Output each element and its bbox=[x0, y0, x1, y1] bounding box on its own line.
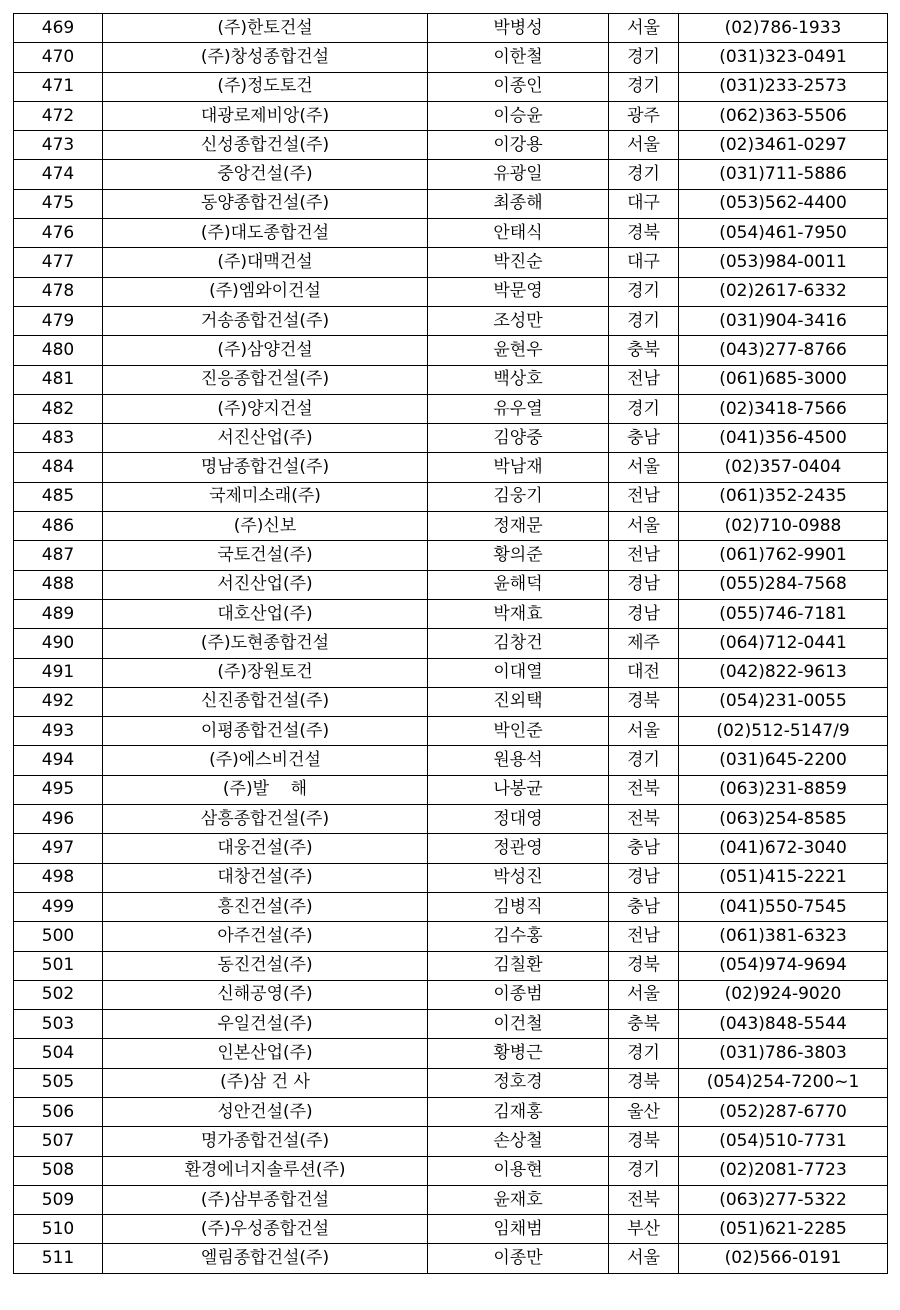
company-name-cell: 신진종합건설(주) bbox=[103, 687, 428, 716]
table-row bbox=[14, 863, 888, 892]
company-name-cell: (주)한토건설 bbox=[103, 14, 428, 43]
table-row bbox=[14, 131, 888, 160]
phone-number-cell: (031)904-3416 bbox=[679, 306, 888, 335]
representative-cell: 이종인 bbox=[428, 72, 609, 101]
phone-number-cell: (054)231-0055 bbox=[679, 687, 888, 716]
row-number-cell: 486 bbox=[14, 512, 103, 541]
phone-number-cell: (031)786-3803 bbox=[679, 1039, 888, 1068]
region-cell: 제주 bbox=[609, 629, 679, 658]
region-cell: 경기 bbox=[609, 72, 679, 101]
table-row bbox=[14, 336, 888, 365]
row-number-cell: 504 bbox=[14, 1039, 103, 1068]
table-row bbox=[14, 951, 888, 980]
company-name-cell: (주)대도종합건설 bbox=[103, 219, 428, 248]
phone-number-cell: (02)566-0191 bbox=[679, 1244, 888, 1273]
region-cell: 전북 bbox=[609, 805, 679, 834]
company-name-cell: 흥진건설(주) bbox=[103, 892, 428, 921]
table-row bbox=[14, 775, 888, 804]
company-name-cell: (주)대맥건설 bbox=[103, 248, 428, 277]
row-number-cell: 469 bbox=[14, 14, 103, 43]
row-number-cell: 511 bbox=[14, 1244, 103, 1273]
phone-number-cell: (041)356-4500 bbox=[679, 424, 888, 453]
row-number-cell: 492 bbox=[14, 687, 103, 716]
table-row bbox=[14, 1215, 888, 1244]
company-name-cell: (주)도현종합건설 bbox=[103, 629, 428, 658]
representative-cell: 김재홍 bbox=[428, 1097, 609, 1126]
representative-cell: 박성진 bbox=[428, 863, 609, 892]
phone-number-cell: (031)233-2573 bbox=[679, 72, 888, 101]
row-number-cell: 509 bbox=[14, 1185, 103, 1214]
representative-cell: 손상철 bbox=[428, 1127, 609, 1156]
representative-cell: 이종만 bbox=[428, 1244, 609, 1273]
region-cell: 충남 bbox=[609, 834, 679, 863]
row-number-cell: 506 bbox=[14, 1097, 103, 1126]
row-number-cell: 510 bbox=[14, 1215, 103, 1244]
row-number-cell: 501 bbox=[14, 951, 103, 980]
region-cell: 경기 bbox=[609, 746, 679, 775]
representative-cell: 김칠환 bbox=[428, 951, 609, 980]
phone-number-cell: (042)822-9613 bbox=[679, 658, 888, 687]
row-number-cell: 478 bbox=[14, 277, 103, 306]
table-row bbox=[14, 980, 888, 1009]
company-name-cell: 국제미소래(주) bbox=[103, 482, 428, 511]
row-number-cell: 507 bbox=[14, 1127, 103, 1156]
table-row bbox=[14, 1156, 888, 1185]
company-name-cell: (주)신보 bbox=[103, 512, 428, 541]
representative-cell: 정대영 bbox=[428, 805, 609, 834]
representative-cell: 임채범 bbox=[428, 1215, 609, 1244]
table-row bbox=[14, 219, 888, 248]
region-cell: 전북 bbox=[609, 1185, 679, 1214]
region-cell: 광주 bbox=[609, 101, 679, 130]
row-number-cell: 494 bbox=[14, 746, 103, 775]
phone-number-cell: (02)924-9020 bbox=[679, 980, 888, 1009]
company-name-cell: (주)양지건설 bbox=[103, 394, 428, 423]
phone-number-cell: (031)323-0491 bbox=[679, 43, 888, 72]
table-row bbox=[14, 160, 888, 189]
region-cell: 경기 bbox=[609, 43, 679, 72]
phone-number-cell: (054)510-7731 bbox=[679, 1127, 888, 1156]
representative-cell: 이강용 bbox=[428, 131, 609, 160]
table-row bbox=[14, 717, 888, 746]
representative-cell: 최종해 bbox=[428, 189, 609, 218]
representative-cell: 이용현 bbox=[428, 1156, 609, 1185]
representative-cell: 정호경 bbox=[428, 1068, 609, 1097]
representative-cell: 진외택 bbox=[428, 687, 609, 716]
company-name-cell: 대창건설(주) bbox=[103, 863, 428, 892]
phone-number-cell: (063)254-8585 bbox=[679, 805, 888, 834]
company-name-cell: 중앙건설(주) bbox=[103, 160, 428, 189]
company-name-cell: (주)삼양건설 bbox=[103, 336, 428, 365]
representative-cell: 박인준 bbox=[428, 717, 609, 746]
representative-cell: 정재문 bbox=[428, 512, 609, 541]
phone-number-cell: (061)762-9901 bbox=[679, 541, 888, 570]
phone-number-cell: (02)512-5147/9 bbox=[679, 717, 888, 746]
table-row bbox=[14, 14, 888, 43]
representative-cell: 박병성 bbox=[428, 14, 609, 43]
company-name-cell: 신해공영(주) bbox=[103, 980, 428, 1009]
region-cell: 충북 bbox=[609, 336, 679, 365]
phone-number-cell: (031)711-5886 bbox=[679, 160, 888, 189]
table-row bbox=[14, 1068, 888, 1097]
company-name-cell: 서진산업(주) bbox=[103, 424, 428, 453]
row-number-cell: 502 bbox=[14, 980, 103, 1009]
table-row bbox=[14, 277, 888, 306]
region-cell: 전남 bbox=[609, 922, 679, 951]
representative-cell: 유우열 bbox=[428, 394, 609, 423]
region-cell: 경북 bbox=[609, 951, 679, 980]
row-number-cell: 481 bbox=[14, 365, 103, 394]
contractor-table-body bbox=[14, 14, 888, 1274]
table-row bbox=[14, 306, 888, 335]
representative-cell: 박재효 bbox=[428, 599, 609, 628]
row-number-cell: 474 bbox=[14, 160, 103, 189]
phone-number-cell: (063)231-8859 bbox=[679, 775, 888, 804]
phone-number-cell: (061)352-2435 bbox=[679, 482, 888, 511]
region-cell: 경기 bbox=[609, 1156, 679, 1185]
table-row bbox=[14, 453, 888, 482]
row-number-cell: 488 bbox=[14, 570, 103, 599]
representative-cell: 박문영 bbox=[428, 277, 609, 306]
phone-number-cell: (031)645-2200 bbox=[679, 746, 888, 775]
row-number-cell: 503 bbox=[14, 1010, 103, 1039]
phone-number-cell: (061)685-3000 bbox=[679, 365, 888, 394]
company-name-cell: 진응종합건설(주) bbox=[103, 365, 428, 394]
company-name-cell: 동양종합건설(주) bbox=[103, 189, 428, 218]
company-name-cell: (주)정도토건 bbox=[103, 72, 428, 101]
row-number-cell: 491 bbox=[14, 658, 103, 687]
row-number-cell: 476 bbox=[14, 219, 103, 248]
region-cell: 경기 bbox=[609, 394, 679, 423]
row-number-cell: 487 bbox=[14, 541, 103, 570]
row-number-cell: 471 bbox=[14, 72, 103, 101]
table-row bbox=[14, 248, 888, 277]
region-cell: 서울 bbox=[609, 717, 679, 746]
row-number-cell: 485 bbox=[14, 482, 103, 511]
table-row bbox=[14, 101, 888, 130]
representative-cell: 윤현우 bbox=[428, 336, 609, 365]
row-number-cell: 490 bbox=[14, 629, 103, 658]
representative-cell: 김웅기 bbox=[428, 482, 609, 511]
representative-cell: 이대열 bbox=[428, 658, 609, 687]
row-number-cell: 473 bbox=[14, 131, 103, 160]
company-name-cell: (주)에스비건설 bbox=[103, 746, 428, 775]
representative-cell: 김수홍 bbox=[428, 922, 609, 951]
phone-number-cell: (055)746-7181 bbox=[679, 599, 888, 628]
table-row bbox=[14, 1097, 888, 1126]
table-row bbox=[14, 72, 888, 101]
phone-number-cell: (053)562-4400 bbox=[679, 189, 888, 218]
table-row bbox=[14, 394, 888, 423]
row-number-cell: 470 bbox=[14, 43, 103, 72]
phone-number-cell: (062)363-5506 bbox=[679, 101, 888, 130]
phone-number-cell: (053)984-0011 bbox=[679, 248, 888, 277]
phone-number-cell: (063)277-5322 bbox=[679, 1185, 888, 1214]
region-cell: 경북 bbox=[609, 1127, 679, 1156]
representative-cell: 박진순 bbox=[428, 248, 609, 277]
representative-cell: 이한철 bbox=[428, 43, 609, 72]
table-row bbox=[14, 629, 888, 658]
table-row bbox=[14, 599, 888, 628]
representative-cell: 김창건 bbox=[428, 629, 609, 658]
region-cell: 경남 bbox=[609, 570, 679, 599]
region-cell: 서울 bbox=[609, 453, 679, 482]
region-cell: 충남 bbox=[609, 424, 679, 453]
company-name-cell: (주)우성종합건설 bbox=[103, 1215, 428, 1244]
company-name-cell: 거송종합건설(주) bbox=[103, 306, 428, 335]
region-cell: 경남 bbox=[609, 599, 679, 628]
representative-cell: 김병직 bbox=[428, 892, 609, 921]
table-row bbox=[14, 43, 888, 72]
phone-number-cell: (054)254-7200~1 bbox=[679, 1068, 888, 1097]
row-number-cell: 484 bbox=[14, 453, 103, 482]
representative-cell: 황의준 bbox=[428, 541, 609, 570]
table-row bbox=[14, 512, 888, 541]
phone-number-cell: (043)277-8766 bbox=[679, 336, 888, 365]
region-cell: 울산 bbox=[609, 1097, 679, 1126]
row-number-cell: 480 bbox=[14, 336, 103, 365]
table-row bbox=[14, 424, 888, 453]
region-cell: 경기 bbox=[609, 306, 679, 335]
phone-number-cell: (061)381-6323 bbox=[679, 922, 888, 951]
representative-cell: 황병근 bbox=[428, 1039, 609, 1068]
region-cell: 경남 bbox=[609, 863, 679, 892]
table-row bbox=[14, 1039, 888, 1068]
phone-number-cell: (02)710-0988 bbox=[679, 512, 888, 541]
company-name-cell: 엘림종합건설(주) bbox=[103, 1244, 428, 1273]
company-name-cell: (주)삼부종합건설 bbox=[103, 1185, 428, 1214]
region-cell: 충북 bbox=[609, 1010, 679, 1039]
table-row bbox=[14, 1244, 888, 1273]
region-cell: 경기 bbox=[609, 1039, 679, 1068]
region-cell: 경기 bbox=[609, 277, 679, 306]
representative-cell: 이승윤 bbox=[428, 101, 609, 130]
table-row bbox=[14, 746, 888, 775]
row-number-cell: 499 bbox=[14, 892, 103, 921]
company-name-cell: (주)발 해 bbox=[103, 775, 428, 804]
phone-number-cell: (02)3461-0297 bbox=[679, 131, 888, 160]
region-cell: 전북 bbox=[609, 775, 679, 804]
company-name-cell: (주)삼 건 사 bbox=[103, 1068, 428, 1097]
table-row bbox=[14, 658, 888, 687]
region-cell: 전남 bbox=[609, 541, 679, 570]
phone-number-cell: (055)284-7568 bbox=[679, 570, 888, 599]
representative-cell: 박남재 bbox=[428, 453, 609, 482]
table-row bbox=[14, 1127, 888, 1156]
phone-number-cell: (064)712-0441 bbox=[679, 629, 888, 658]
company-name-cell: 명남종합건설(주) bbox=[103, 453, 428, 482]
company-name-cell: (주)창성종합건설 bbox=[103, 43, 428, 72]
company-name-cell: 인본산업(주) bbox=[103, 1039, 428, 1068]
company-name-cell: 우일건설(주) bbox=[103, 1010, 428, 1039]
contractor-table bbox=[13, 13, 888, 1274]
region-cell: 대구 bbox=[609, 189, 679, 218]
region-cell: 서울 bbox=[609, 131, 679, 160]
row-number-cell: 472 bbox=[14, 101, 103, 130]
company-name-cell: 삼흥종합건설(주) bbox=[103, 805, 428, 834]
company-name-cell: 이평종합건설(주) bbox=[103, 717, 428, 746]
phone-number-cell: (052)287-6770 bbox=[679, 1097, 888, 1126]
company-name-cell: 명가종합건설(주) bbox=[103, 1127, 428, 1156]
table-row bbox=[14, 922, 888, 951]
phone-number-cell: (054)461-7950 bbox=[679, 219, 888, 248]
table-row bbox=[14, 687, 888, 716]
table-row bbox=[14, 189, 888, 218]
phone-number-cell: (054)974-9694 bbox=[679, 951, 888, 980]
company-name-cell: 국토건설(주) bbox=[103, 541, 428, 570]
region-cell: 서울 bbox=[609, 1244, 679, 1273]
region-cell: 전남 bbox=[609, 365, 679, 394]
row-number-cell: 505 bbox=[14, 1068, 103, 1097]
representative-cell: 백상호 bbox=[428, 365, 609, 394]
table-row bbox=[14, 1010, 888, 1039]
region-cell: 경기 bbox=[609, 160, 679, 189]
representative-cell: 정관영 bbox=[428, 834, 609, 863]
representative-cell: 김양중 bbox=[428, 424, 609, 453]
phone-number-cell: (02)786-1933 bbox=[679, 14, 888, 43]
company-name-cell: 아주건설(주) bbox=[103, 922, 428, 951]
representative-cell: 이건철 bbox=[428, 1010, 609, 1039]
region-cell: 경북 bbox=[609, 219, 679, 248]
table-row bbox=[14, 365, 888, 394]
region-cell: 서울 bbox=[609, 14, 679, 43]
region-cell: 부산 bbox=[609, 1215, 679, 1244]
region-cell: 경북 bbox=[609, 1068, 679, 1097]
row-number-cell: 508 bbox=[14, 1156, 103, 1185]
row-number-cell: 496 bbox=[14, 805, 103, 834]
region-cell: 충남 bbox=[609, 892, 679, 921]
phone-number-cell: (041)672-3040 bbox=[679, 834, 888, 863]
region-cell: 경북 bbox=[609, 687, 679, 716]
row-number-cell: 497 bbox=[14, 834, 103, 863]
company-name-cell: 신성종합건설(주) bbox=[103, 131, 428, 160]
row-number-cell: 498 bbox=[14, 863, 103, 892]
row-number-cell: 495 bbox=[14, 775, 103, 804]
company-name-cell: 환경에너지솔루션(주) bbox=[103, 1156, 428, 1185]
table-row bbox=[14, 892, 888, 921]
phone-number-cell: (051)621-2285 bbox=[679, 1215, 888, 1244]
region-cell: 서울 bbox=[609, 980, 679, 1009]
row-number-cell: 489 bbox=[14, 599, 103, 628]
row-number-cell: 475 bbox=[14, 189, 103, 218]
company-name-cell: 대호산업(주) bbox=[103, 599, 428, 628]
row-number-cell: 500 bbox=[14, 922, 103, 951]
company-name-cell: (주)엠와이건설 bbox=[103, 277, 428, 306]
table-row bbox=[14, 805, 888, 834]
representative-cell: 원용석 bbox=[428, 746, 609, 775]
representative-cell: 윤해덕 bbox=[428, 570, 609, 599]
company-name-cell: 대웅건설(주) bbox=[103, 834, 428, 863]
representative-cell: 안태식 bbox=[428, 219, 609, 248]
company-name-cell: (주)장원토건 bbox=[103, 658, 428, 687]
row-number-cell: 479 bbox=[14, 306, 103, 335]
table-row bbox=[14, 834, 888, 863]
table-row bbox=[14, 570, 888, 599]
table-row bbox=[14, 482, 888, 511]
representative-cell: 유광일 bbox=[428, 160, 609, 189]
representative-cell: 이종범 bbox=[428, 980, 609, 1009]
row-number-cell: 482 bbox=[14, 394, 103, 423]
phone-number-cell: (02)2617-6332 bbox=[679, 277, 888, 306]
table-row bbox=[14, 541, 888, 570]
phone-number-cell: (02)357-0404 bbox=[679, 453, 888, 482]
representative-cell: 조성만 bbox=[428, 306, 609, 335]
company-name-cell: 동진건설(주) bbox=[103, 951, 428, 980]
phone-number-cell: (02)3418-7566 bbox=[679, 394, 888, 423]
row-number-cell: 477 bbox=[14, 248, 103, 277]
row-number-cell: 493 bbox=[14, 717, 103, 746]
row-number-cell: 483 bbox=[14, 424, 103, 453]
phone-number-cell: (041)550-7545 bbox=[679, 892, 888, 921]
representative-cell: 윤재호 bbox=[428, 1185, 609, 1214]
company-name-cell: 대광로제비앙(주) bbox=[103, 101, 428, 130]
phone-number-cell: (043)848-5544 bbox=[679, 1010, 888, 1039]
region-cell: 대구 bbox=[609, 248, 679, 277]
contractor-list-sheet bbox=[13, 13, 887, 1274]
representative-cell: 나봉균 bbox=[428, 775, 609, 804]
region-cell: 대전 bbox=[609, 658, 679, 687]
region-cell: 서울 bbox=[609, 512, 679, 541]
table-row bbox=[14, 1185, 888, 1214]
phone-number-cell: (051)415-2221 bbox=[679, 863, 888, 892]
phone-number-cell: (02)2081-7723 bbox=[679, 1156, 888, 1185]
company-name-cell: 서진산업(주) bbox=[103, 570, 428, 599]
region-cell: 전남 bbox=[609, 482, 679, 511]
company-name-cell: 성안건설(주) bbox=[103, 1097, 428, 1126]
